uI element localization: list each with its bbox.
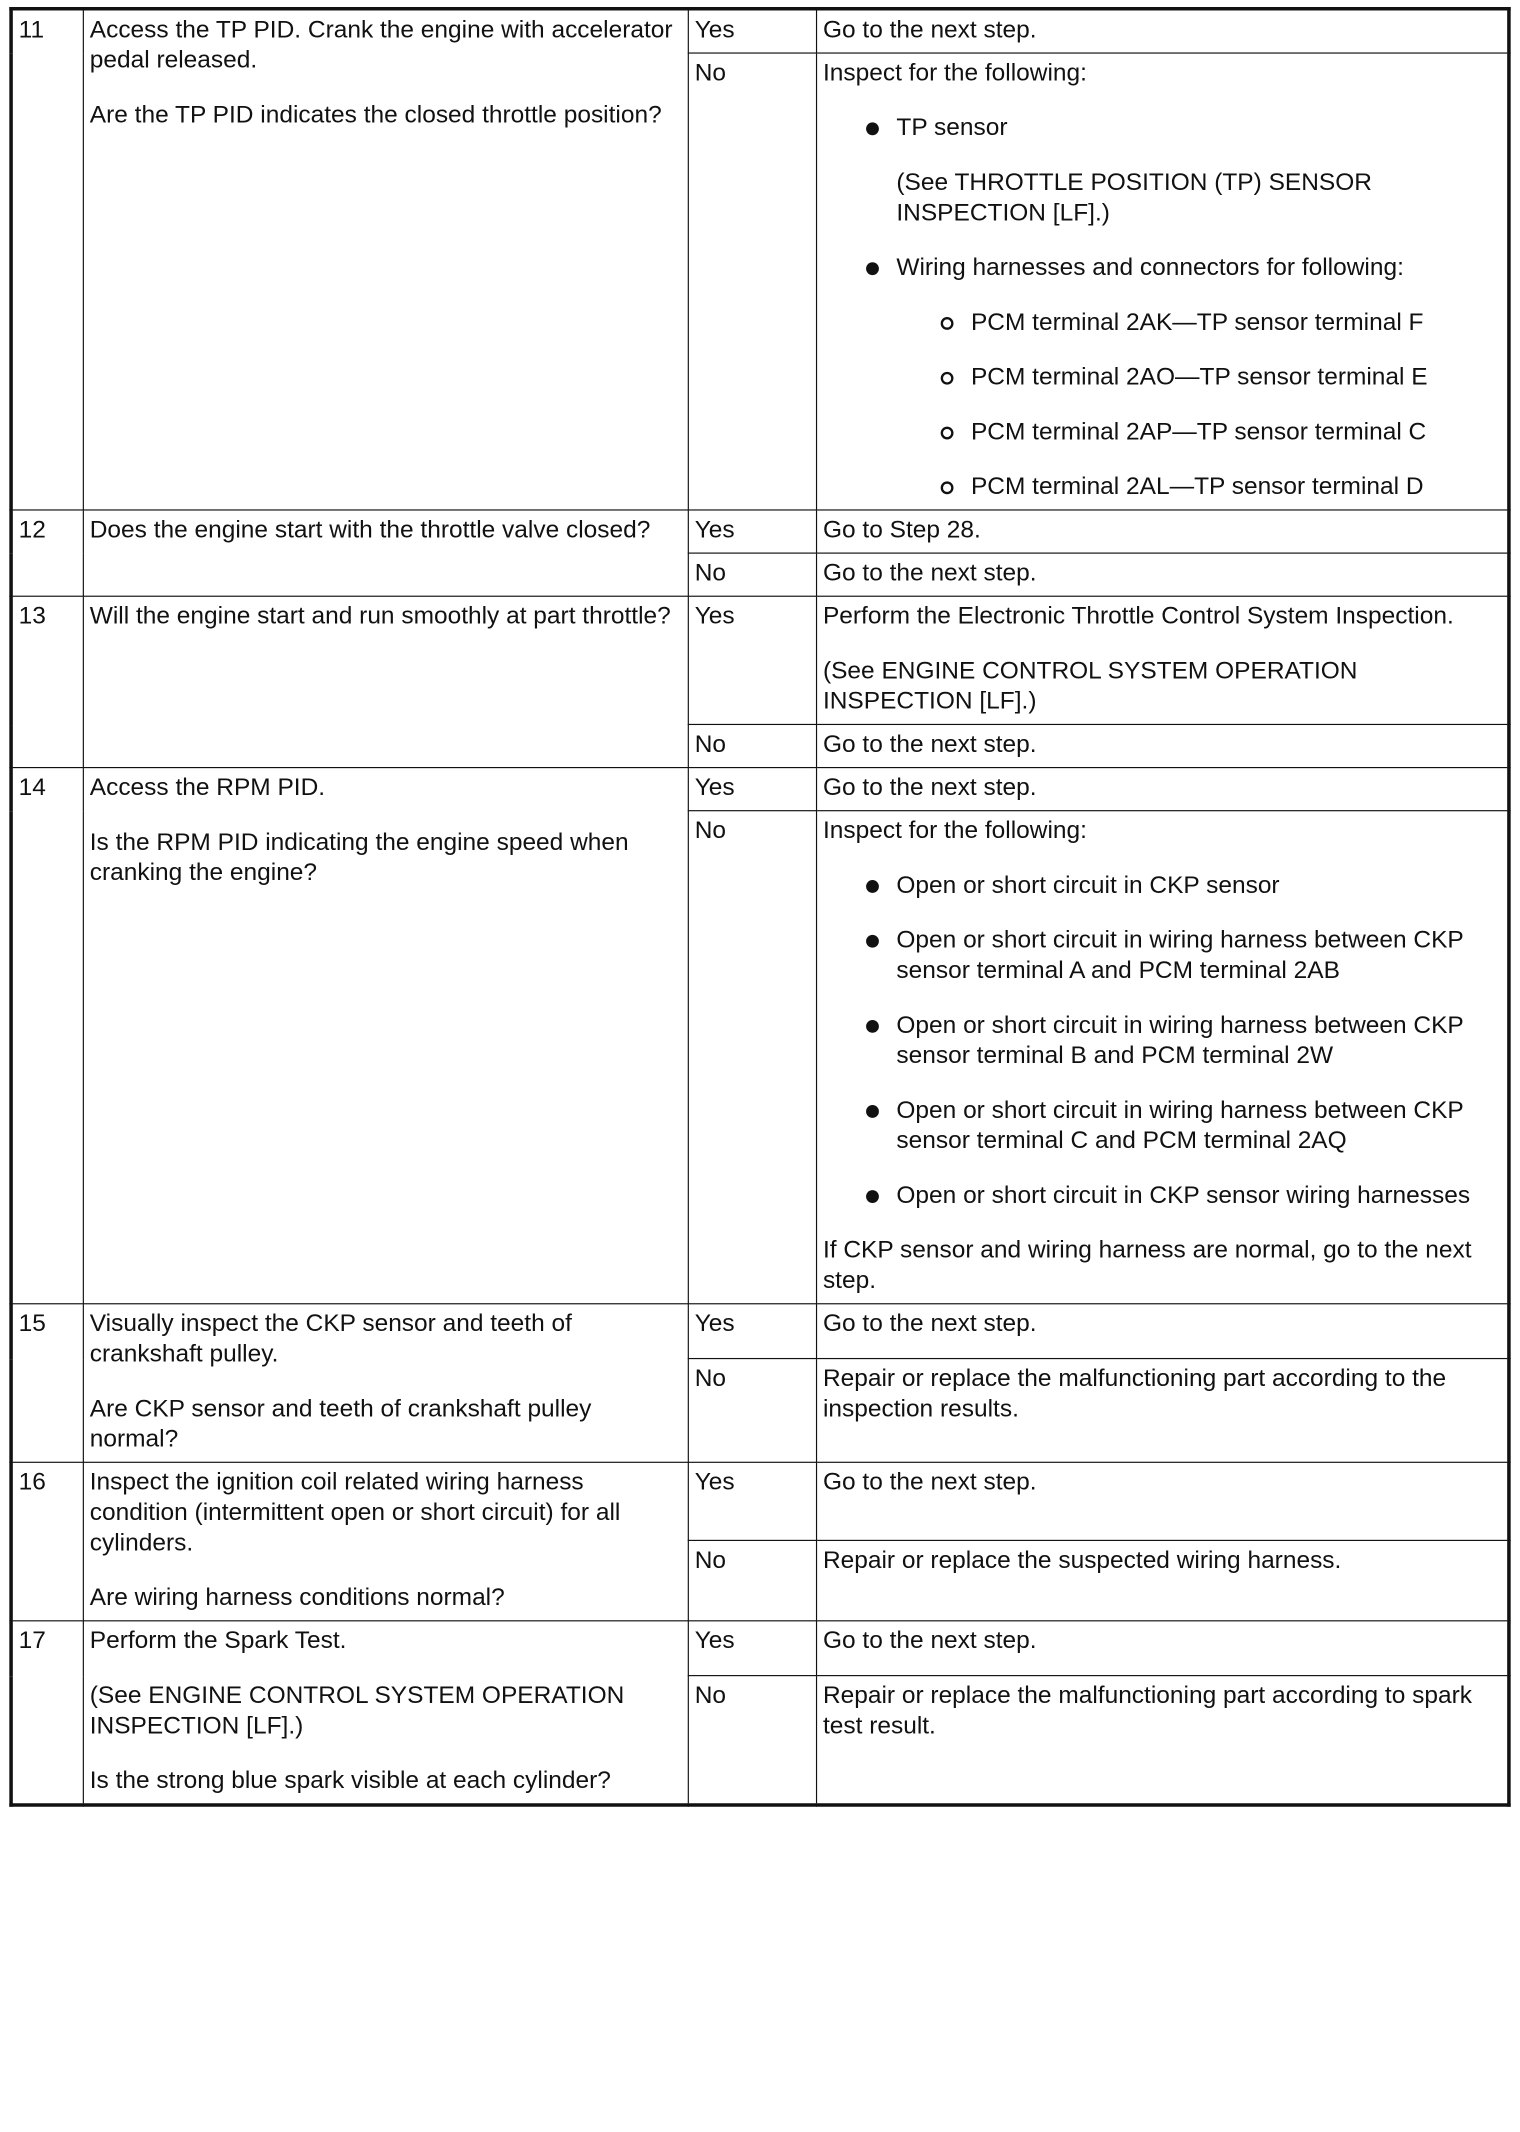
answer-yes: Yes <box>688 9 816 53</box>
sub-list-item <box>823 308 1501 338</box>
reference-note: (See ENGINE CONTROL SYSTEM OPERATION INSPECTION [LF].) <box>822 657 1358 715</box>
sub-list-item-text: PCM terminal 2AK—TP sensor terminal F <box>970 308 1424 336</box>
bullet-ring-icon <box>941 317 954 330</box>
sub-list-item-text: PCM terminal 2AO—TP sensor terminal E <box>970 363 1428 391</box>
step-number: 12 <box>11 510 83 596</box>
question-text: Are wiring harness conditions normal? <box>89 1584 505 1611</box>
list-item <box>823 926 1501 987</box>
step-question <box>83 1304 688 1463</box>
action-no: Go to the next step. <box>817 724 1509 767</box>
answer-yes: Yes <box>688 510 816 553</box>
list-item-text: Open or short circuit in wiring harness between CKP sensor terminal C and PCM terminal 2AQ <box>896 1096 1464 1154</box>
answer-no: No <box>688 724 816 767</box>
action-yes: Go to the next step. <box>817 1621 1509 1676</box>
diagnostic-steps-table <box>9 7 1510 1807</box>
bullet-dot-icon <box>866 122 879 135</box>
bullet-ring-icon <box>941 427 954 440</box>
answer-yes: Yes <box>688 1304 816 1359</box>
question-text: Access the RPM PID. <box>89 773 326 801</box>
inspection-list <box>823 871 1501 1211</box>
action-no: Repair or replace the malfunctioning part according to spark test result. <box>817 1676 1509 1805</box>
action-intro: Inspect for the following: <box>822 59 1087 87</box>
question-text: Is the strong blue spark visible at each cylinder? <box>89 1767 611 1794</box>
list-item-text: Open or short circuit in wiring harness between CKP sensor terminal B and PCM terminal 2W <box>896 1011 1464 1069</box>
list-item <box>823 253 1501 283</box>
step-number: 11 <box>11 9 83 510</box>
answer-no: No <box>688 1540 816 1620</box>
step-16-yes-row <box>11 1462 1509 1540</box>
list-item <box>823 871 1501 901</box>
step-15-yes-row <box>11 1304 1509 1359</box>
step-17-yes-row <box>11 1621 1509 1676</box>
answer-yes: Yes <box>688 768 816 811</box>
step-question <box>83 1462 688 1621</box>
question-text: Inspect the ignition coil related wiring harness condition (intermittent open or short circuit) for all cylinders. <box>89 1468 621 1557</box>
step-number: 17 <box>11 1621 83 1805</box>
action-yes: Go to the next step. <box>817 9 1509 53</box>
step-number: 16 <box>11 1462 83 1621</box>
list-item <box>823 1181 1501 1211</box>
action-conclusion: If CKP sensor and wiring harness are normal, go to the next step. <box>822 1236 1472 1294</box>
action-yes: Go to the next step. <box>817 1462 1509 1540</box>
action-no: Repair or replace the malfunctioning part according to the inspection results. <box>817 1359 1509 1463</box>
sub-list-item <box>823 417 1501 447</box>
question-text: Access the TP PID. Crank the engine with accelerator pedal released. <box>89 16 673 74</box>
action-no: Go to the next step. <box>817 553 1509 596</box>
answer-no: No <box>688 553 816 596</box>
step-question: Does the engine start with the throttle valve closed? <box>83 510 688 596</box>
list-item-text: Wiring harnesses and connectors for following: <box>896 254 1404 281</box>
terminal-list <box>823 308 1501 503</box>
list-item-text: TP sensor <box>896 114 1008 142</box>
inspection-list <box>823 113 1501 143</box>
action-no: Repair or replace the suspected wiring harness. <box>817 1540 1509 1620</box>
step-13-yes-row <box>11 596 1509 724</box>
step-number: 15 <box>11 1304 83 1463</box>
step-number: 13 <box>11 596 83 767</box>
question-text: Is the RPM PID indicating the engine speed when cranking the engine? <box>89 828 629 886</box>
action-no <box>817 53 1509 510</box>
action-intro: Inspect for the following: <box>822 817 1087 844</box>
list-item <box>823 1096 1501 1157</box>
answer-no: No <box>688 1676 816 1805</box>
step-11-yes-row <box>11 9 1509 53</box>
answer-yes: Yes <box>688 1621 816 1676</box>
step-question: Will the engine start and run smoothly at part throttle? <box>83 596 688 767</box>
action-no <box>817 811 1509 1304</box>
sub-list-item-text: PCM terminal 2AL—TP sensor terminal D <box>970 473 1424 501</box>
answer-no: No <box>688 811 816 1304</box>
step-14-yes-row <box>11 768 1509 811</box>
question-text: Perform the Spark Test. <box>89 1627 347 1655</box>
step-question <box>83 9 688 510</box>
bullet-ring-icon <box>941 481 954 494</box>
sub-list-item <box>823 472 1501 502</box>
reference-note: (See THROTTLE POSITION (TP) SENSOR INSPECTION [LF].) <box>896 169 1372 227</box>
list-item <box>823 1011 1501 1072</box>
sub-list-item-text: PCM terminal 2AP—TP sensor terminal C <box>970 418 1427 446</box>
reference-note: (See ENGINE CONTROL SYSTEM OPERATION INSPECTION [LF].) <box>89 1682 625 1740</box>
bullet-dot-icon <box>866 1105 879 1118</box>
step-12-yes-row <box>11 510 1509 553</box>
bullet-dot-icon <box>866 1020 879 1033</box>
bullet-ring-icon <box>941 372 954 385</box>
step-number: 14 <box>11 768 83 1304</box>
bullet-dot-icon <box>866 1190 879 1203</box>
list-item-text: Open or short circuit in wiring harness between CKP sensor terminal A and PCM terminal 2AB <box>896 926 1464 984</box>
list-item <box>823 113 1501 143</box>
answer-yes: Yes <box>688 1462 816 1540</box>
question-text: Are CKP sensor and teeth of crankshaft pulley normal? <box>89 1395 592 1453</box>
answer-no: No <box>688 53 816 510</box>
bullet-dot-icon <box>866 262 879 275</box>
inspection-list <box>823 253 1501 283</box>
answer-yes: Yes <box>688 596 816 724</box>
sub-list-item <box>823 363 1501 393</box>
question-text: Are the TP PID indicates the closed throttle position? <box>89 101 662 129</box>
action-yes: Go to the next step. <box>817 768 1509 811</box>
action-yes: Go to Step 28. <box>817 510 1509 553</box>
action-yes: Go to the next step. <box>817 1304 1509 1359</box>
action-text: Perform the Electronic Throttle Control System Inspection. <box>822 602 1454 630</box>
action-yes <box>817 596 1509 724</box>
list-item-text: Open or short circuit in CKP sensor <box>896 871 1280 899</box>
step-question <box>83 1621 688 1805</box>
question-text: Visually inspect the CKP sensor and teeth of crankshaft pulley. <box>89 1310 572 1368</box>
bullet-dot-icon <box>866 880 879 893</box>
list-item-text: Open or short circuit in CKP sensor wiring harnesses <box>896 1181 1471 1209</box>
bullet-dot-icon <box>866 935 879 948</box>
step-question <box>83 768 688 1304</box>
answer-no: No <box>688 1359 816 1463</box>
